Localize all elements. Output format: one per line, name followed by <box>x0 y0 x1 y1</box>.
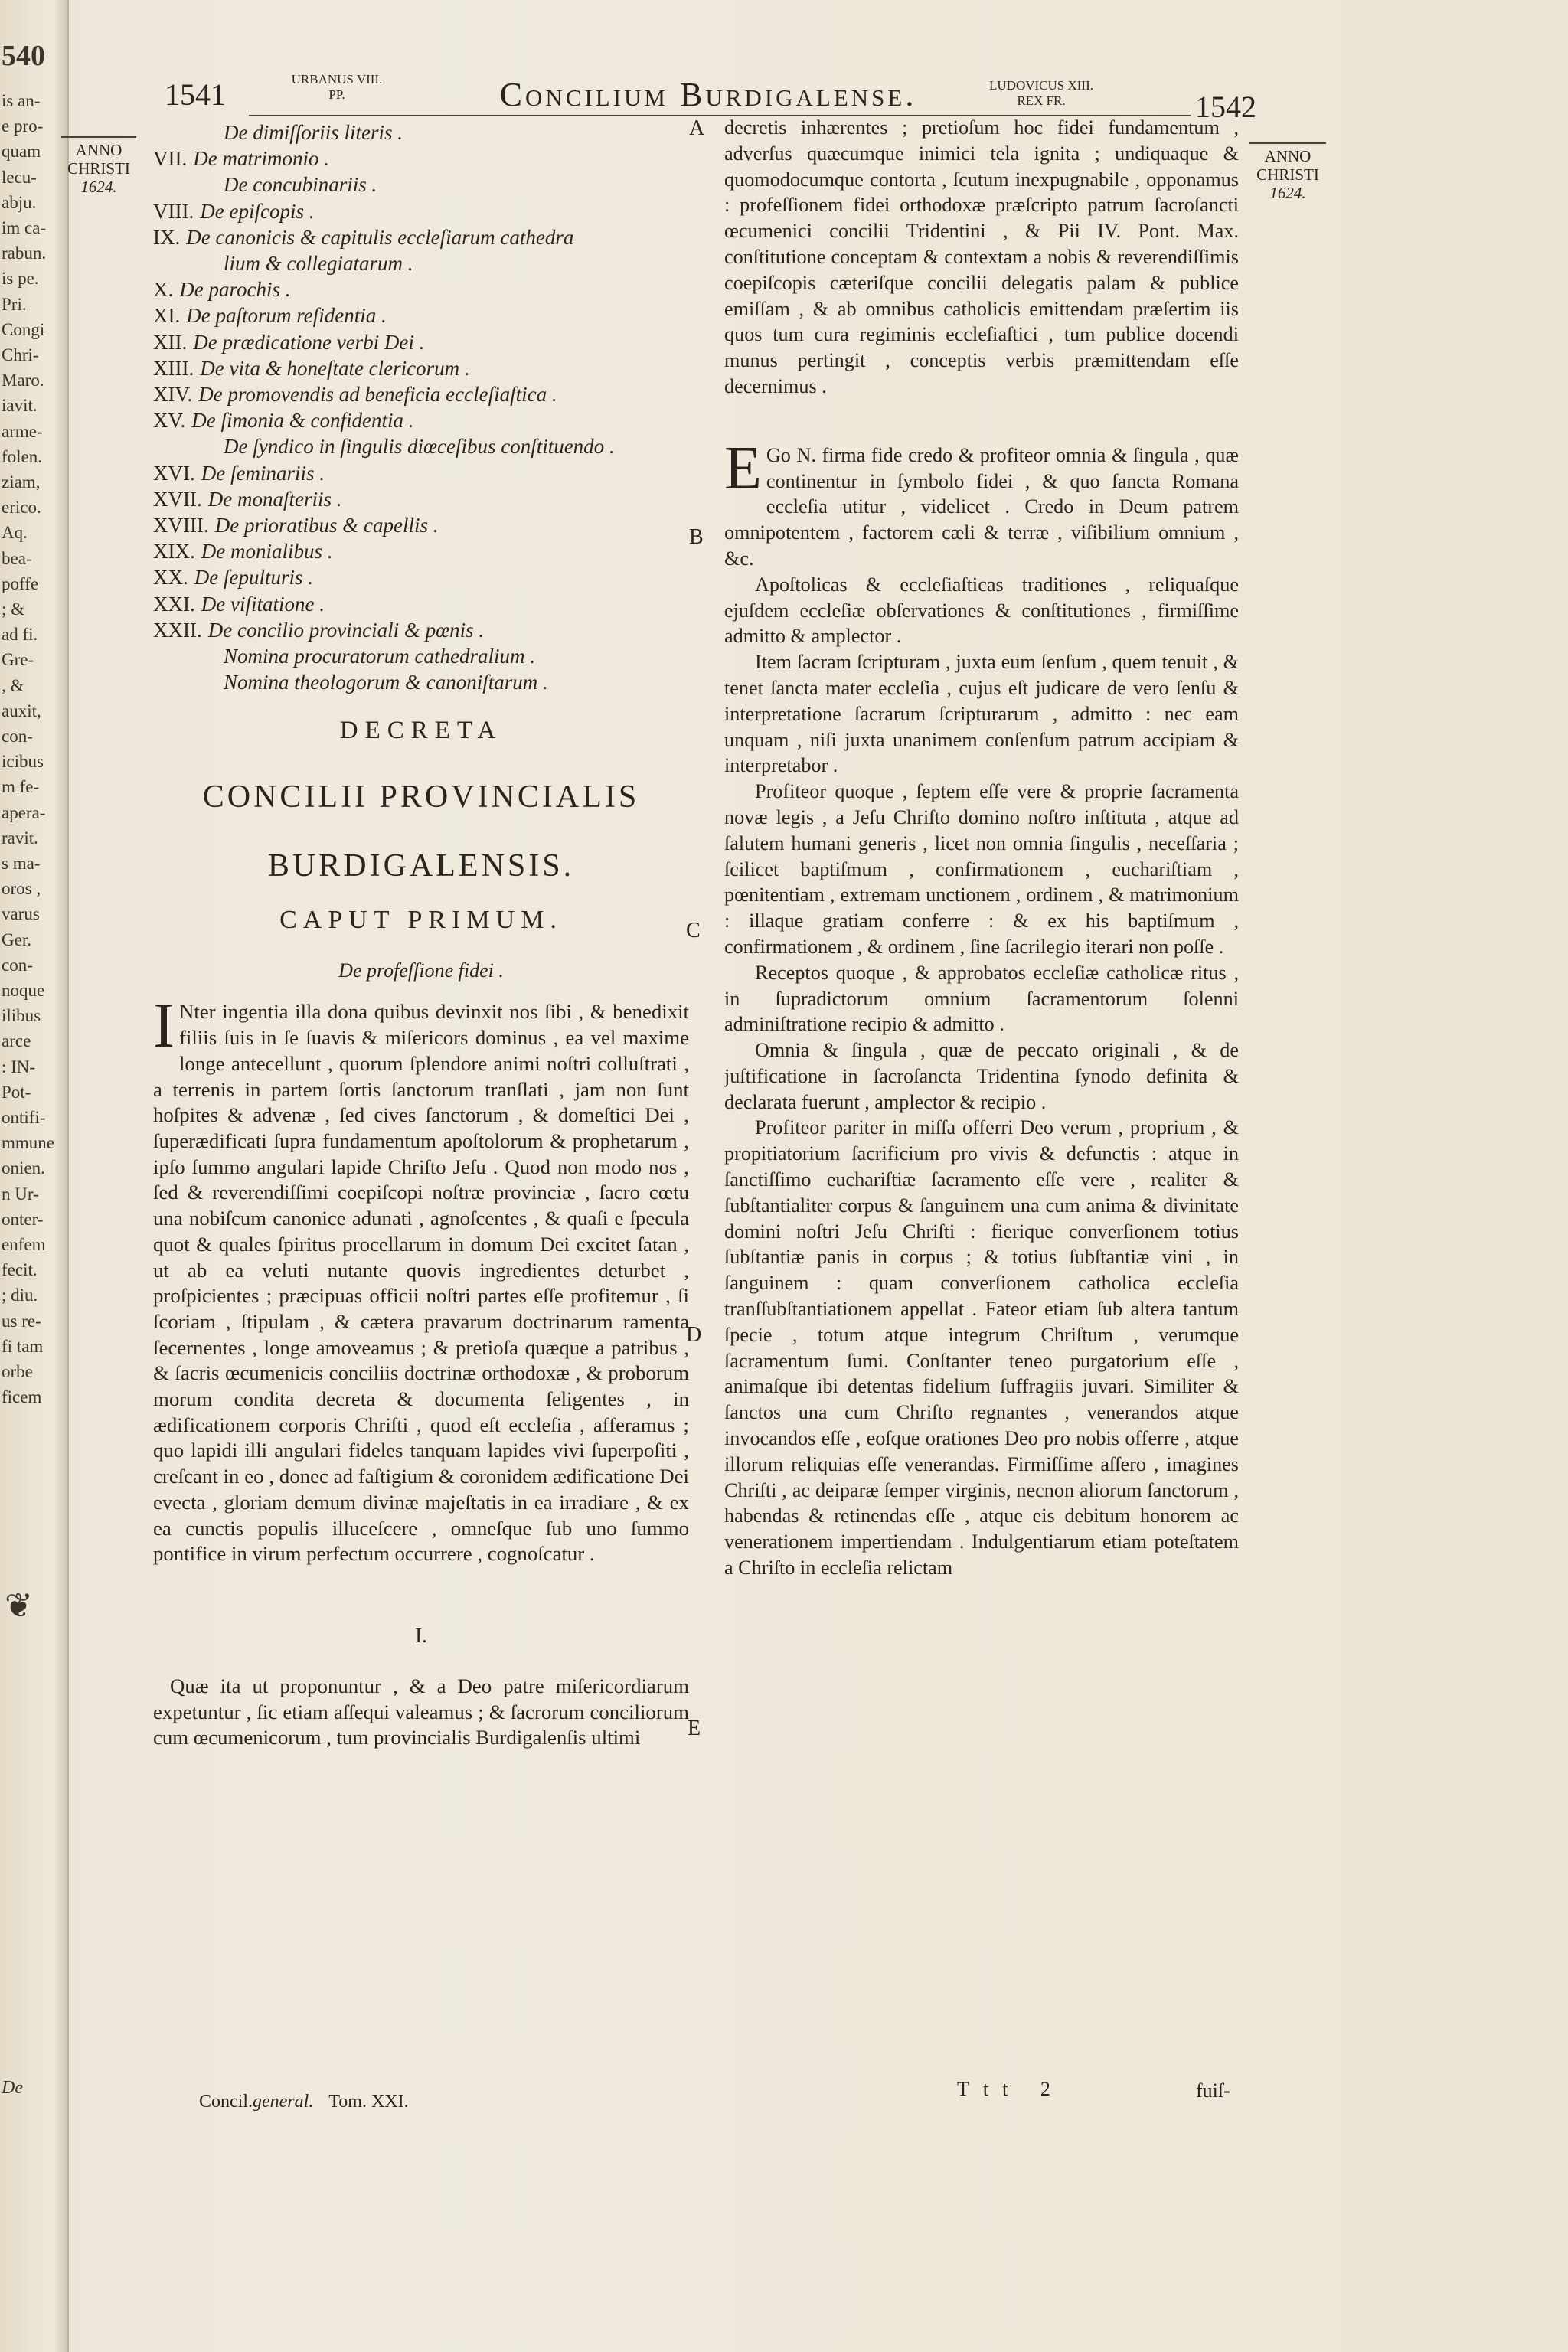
profession-paragraph-text: Go N. firma fide credo & profiteor omnia & ſingula , quæ continentur in ſymbolo fidei , & quo ſancta Romana eccleſia utitur , videlicet . Credo in Deum patrem omnipotentem , factorem cæli & terræ , viſibilium omnium , &c. <box>724 443 1239 570</box>
left-column <box>153 119 689 1751</box>
gutter-line: con- <box>2 955 33 975</box>
toc-row <box>153 538 689 564</box>
toc-row <box>153 355 689 381</box>
right-paragraph-c2: Receptos quoque , & approbatos eccleſiæ catholicæ ritus , in ſupradictorum omnium ſacramentorum ſolenni adminiſtratione recipio & admitto . <box>724 961 1239 1036</box>
toc-row <box>153 302 689 328</box>
right-paragraph-b3: Item ſacram ſcripturam , juxta eum ſenſum , quem tenuit , & tenet ſancta mater eccleſia , cujus eſt judicare de vero ſenſu & interpretatione ſacrarum ſcripturarum , admitto : nec eam unquam , niſi juxta unanimem conſenſum patrum accipiam & interpretabor . <box>724 651 1239 777</box>
concilii-title: CONCILII PROVINCIALIS <box>202 779 640 815</box>
gutter-line: : IN- <box>2 1057 36 1076</box>
toc-row <box>153 617 689 643</box>
gutter-line: mmune <box>2 1133 54 1153</box>
running-title: Concilium Burdigalense. <box>499 76 917 113</box>
toc-number: X. <box>153 278 174 302</box>
gutter-line: icibus <box>2 752 44 772</box>
toc-row <box>153 276 689 302</box>
toc-title: De prædicatione verbi Dei . <box>193 330 425 354</box>
gutter-line: Congi <box>2 319 45 339</box>
toc-title: De ſimonia & confidentia . <box>191 409 414 433</box>
signature-mark: Ttt 2 <box>957 2078 1064 2100</box>
gutter-line: poffe <box>2 573 39 593</box>
section-paragraph <box>153 1674 689 1751</box>
toc-title: De promovendis ad beneficia eccleſiaſtica . <box>198 383 557 407</box>
toc-row <box>153 486 689 512</box>
toc-row <box>153 460 689 486</box>
previous-page-gutter <box>0 0 69 2352</box>
toc-row <box>153 250 689 276</box>
toc-title: De concubinariis . <box>224 173 377 197</box>
gutter-line: n Ur- <box>2 1184 39 1204</box>
toc-number: XIV. <box>153 383 193 407</box>
gutter-line: arce <box>2 1031 31 1051</box>
running-header <box>157 55 1256 124</box>
toc-title: De monialibus . <box>201 540 333 564</box>
gutter-line: Chri- <box>2 345 39 364</box>
gutter-line: is pe. <box>2 269 39 289</box>
king-title: REX FR. <box>1017 93 1066 108</box>
gutter-line: orbe <box>2 1362 33 1381</box>
right-paragraph-a: decretis inhærentes ; pretioſum hoc fidei fundamentum , adverſus quæcumque inimici tela ignita ; undiquaque & quomodocumque contorta , ſcutum inexpugnabile , opponamus : profeſſionem fidei orthodoxæ præſcripto patrum ſacroſancti œcumenici concilii Tridentini , & Pii IV. Pont. Max. conſtitutione conceptam & contextam a nobis & reverendiſſimis coepiſcopis cæteriſque concilii delegatis palam & publice emiſſam , & ab omnibus catholicis emittendam præſertim iis quos tum cura regiminis eccleſiaſtici , tum publice docendi munus pertingit , conceptis verbis præmittendam eſſe decernimus . <box>724 116 1239 397</box>
anno-label: ANNO <box>1264 147 1312 165</box>
page-number-right: 1542 <box>1195 90 1256 124</box>
intro-paragraph <box>153 990 689 1566</box>
gutter-line: lecu- <box>2 167 37 187</box>
gutter-line: apera- <box>2 802 46 822</box>
footer-tome-reference <box>199 2092 409 2112</box>
toc-row <box>153 643 689 669</box>
page-number-left: 1541 <box>165 77 226 112</box>
toc-title: De ſepulturis . <box>194 566 313 590</box>
drop-cap-i: I <box>153 990 175 1062</box>
christi-label: CHRISTI <box>67 159 130 178</box>
gutter-line: varus <box>2 904 40 924</box>
footer-general: general. <box>253 2092 314 2112</box>
gutter-line: Maro. <box>2 371 44 390</box>
toc-number: XVIII. <box>153 514 209 537</box>
right-paragraph-c1: Profiteor quoque , ſeptem eſſe vere & proprie ſacramenta novæ legis , a Jeſu Chriſto domino noſtro inſtituta , atque ad ſalutem humani generis , licet non omnia ſingulis , neceſſaria ; ſcilicet baptiſmum , confirmationem , euchariſtiam , pœnitentiam , extremam unctionem , ordinem , & matrimonium : illaque gratiam conferre : & ex his baptiſmum , confirmationem , & ordinem , ſine ſacrilegio iterari non poſſe . <box>724 780 1239 958</box>
fleuron-ornament-icon: ❦ <box>5 1586 33 1625</box>
gutter-line: Pot- <box>2 1082 31 1102</box>
gutter-line: onien. <box>2 1158 45 1178</box>
gutter-bottom-word: De <box>2 2078 23 2098</box>
toc-number: XXII. <box>153 618 202 642</box>
pope-title: PP. <box>328 87 345 102</box>
gutter-line: m fe- <box>2 777 40 797</box>
burdigalensis-title: BURDIGALENSIS. <box>267 848 575 884</box>
margin-marker-d: D <box>686 1323 702 1347</box>
gutter-line: is an- <box>2 91 41 110</box>
gutter-line: auxit, <box>2 701 41 720</box>
toc-number: XXI. <box>153 592 195 616</box>
gutter-line: noque <box>2 981 45 1000</box>
toc-title: lium & collegiatarum . <box>224 252 413 276</box>
toc-number: XVI. <box>153 461 195 485</box>
gutter-line: Aq. <box>2 523 28 543</box>
gutter-line: ziam, <box>2 472 41 492</box>
toc-title: De dimiſſoriis literis . <box>224 121 403 144</box>
right-paragraph-d2: Profiteor pariter in miſſa offerri Deo verum , proprium , & propitiatorium ſacrificium pro vivis & defunctis : atque in ſanctiſſimo euchariſtiæ ſacramento eſſe vere , realiter & ſubſtantialiter corpus & ſanguinem una cum anima & divinitate domini noſtri Jeſu Chriſti : fierique converſionem totius ſubſtantiæ panis in corpus ; & totius ſubſtantiæ vini , in ſanguinem : quam converſionem catholica eccleſia tranſſubſtantiationem appellat . Fateor etiam ſub altera tantum ſpecie , totum atque integrum Chriſtum , verumque ſacramentum ſumi. Conſtanter teneo purgatorium eſſe , animaſque ibi detentas fidelium ſuffragiis juvari. Similiter & ſanctos una cum Chriſto regnantes , venerandos atque invocandos eſſe , eoſque orationes Deo pro nobis offerre , atque illorum reliquias eſſe venerandas. Firmiſſime aſſero , imagines Chriſti , ac deiparæ ſemper virginis, necnon aliorum ſanctorum , habendas & retinendas eſſe , atque eis debitum honorem ac venerationem impertiendam . Indulgentiarum etiam poteſtatem a Chriſto in eccleſia relictam <box>724 1116 1239 1579</box>
toc-number: XIII. <box>153 356 194 380</box>
gutter-line: ; & <box>2 599 25 619</box>
section-paragraph-text: Quæ ita ut proponuntur , & a Deo patre miſericordiarum expetuntur , ſic etiam aſſequi valeamus ; & ſacrorum conciliorum cum œcumenicorum , tum provincialis Burdigalenſis ultimi <box>153 1674 689 1749</box>
footer-tome: Tom. XXI. <box>328 2092 409 2112</box>
gutter-line: iavit. <box>2 396 38 416</box>
gutter-line: enfem <box>2 1235 46 1254</box>
right-column <box>724 115 1239 1581</box>
pope-heading <box>276 72 398 103</box>
gutter-line: bea- <box>2 548 32 568</box>
profession-paragraph <box>724 434 1239 572</box>
right-paragraph-b2: Apoſtolicas & eccleſiaſticas traditiones , reliquaſque ejuſdem eccleſiæ obſervationes & conſtitutiones , firmiſſime admitto & amplector . <box>724 573 1239 648</box>
toc-title: De canonicis & capitulis eccleſiarum cathedra <box>186 225 574 249</box>
paragraph-gap <box>724 400 1239 443</box>
gutter-line: Pri. <box>2 294 27 314</box>
gutter-line: ad fi. <box>2 625 38 645</box>
gutter-line: abju. <box>2 192 37 212</box>
toc-row <box>153 512 689 538</box>
toc-title: De matrimonio . <box>193 147 329 171</box>
toc-title: De concilio provinciali & pœnis . <box>207 618 485 642</box>
anno-year: 1624. <box>1269 184 1306 202</box>
gutter-line: con- <box>2 727 33 746</box>
king-name: LUDOVICUS XIII. <box>989 78 1093 93</box>
toc-row <box>153 172 689 198</box>
toc-row <box>153 433 689 459</box>
toc-title: De prioratibus & capellis . <box>214 514 439 537</box>
anno-label: ANNO <box>75 141 122 159</box>
toc-number: IX. <box>153 225 181 249</box>
toc-title: Nomina procuratorum cathedralium . <box>224 645 535 668</box>
gutter-line: quam <box>2 142 41 162</box>
toc-row <box>153 564 689 590</box>
christi-label: CHRISTI <box>1256 165 1319 184</box>
gutter-line: us re- <box>2 1311 41 1331</box>
toc-title: De paſtorum reſidentia . <box>186 304 387 328</box>
section-number: I. <box>415 1623 427 1647</box>
toc-number: XVII. <box>153 487 202 511</box>
toc-row <box>153 591 689 617</box>
gutter-line: erico. <box>2 498 41 518</box>
chapter-subtitle: De profeſſione fidei . <box>338 959 504 982</box>
gutter-line: ; diu. <box>2 1285 38 1305</box>
gutter-line: oros , <box>2 879 41 899</box>
toc-number: XI. <box>153 304 181 328</box>
margin-marker-b: B <box>689 525 704 549</box>
toc-number: XII. <box>153 330 188 354</box>
toc-row <box>153 119 689 145</box>
gutter-line: rabun. <box>2 243 47 263</box>
gutter-line: , & <box>2 675 24 695</box>
pope-name: URBANUS VIII. <box>291 72 383 87</box>
gutter-line: Gre- <box>2 650 34 670</box>
catchword: fuiſ- <box>1196 2079 1230 2102</box>
margin-marker-c: C <box>686 919 701 942</box>
gutter-line: fi tam <box>2 1336 44 1356</box>
toc-title: De epiſcopis . <box>200 199 315 223</box>
gutter-line: ficem <box>2 1387 42 1407</box>
toc-number: XV. <box>153 409 186 433</box>
gutter-line: folen. <box>2 446 43 466</box>
gutter-line: arme- <box>2 421 43 441</box>
toc-number: XX. <box>153 566 188 590</box>
right-paragraph-d1: Omnia & ſingula , quæ de peccato originali , & de juſtificatione in ſacroſancta Tridentina ſynodo definita & declarata fuerunt , amplector & recipio . <box>724 1039 1239 1113</box>
king-heading <box>980 78 1102 109</box>
intro-paragraph-text: Nter ingentia illa dona quibus devinxit nos ſibi , & benedixit filiis ſuis in ſe ſuavis & miſericors dominus , ea vel maxime longe antecellunt , quorum ſplendore animi noſtri colluſtrati , a terrenis in partem ſortis ſanctorum tranſlati , jam non ſunt hoſpites & advenæ , ſed cives ſanctorum , & domeſtici Dei , ſuperædificati ſupra fundamentum apoſtolorum & prophetarum , ipſo ſummo angulari lapide Chriſto Jeſu . Quod non modo nos , ſed & reverendiſſimi coepiſcopi noſtræ provinciæ , ſacro cœtu una nobiſcum canonice adunati , agnoſcentes , & quaſi e ſpecula quot & quales ſpiritus procellarum in domum Dei excitet ſatan , ut ab ea veluti nutante quovis ingredientes deturbet , proſpicientes ; præcipuas officii noſtri partes eſſe profitemur , ſi ſcoriam , ſtipulam , & cætera pravarum doctrinarum ramenta ſecernentes , longe amoveamus ; & pretioſa quæque a patribus , & ſacris œcumenicis conciliis doctrinæ orthodoxæ , & proborum morum condita decreta & documenta ſeligentes , in ædificationem corporis Chriſti , quod eſt eccleſia , afferamus ; quo lapidi illi angulari fideles tanquam lapides vivi ſuperpoſiti , creſcant in eo , donec ad faſtigium & coronidem ædificatione Dei evecta , gloriam demum divinæ majeſtatis in ea irradiare , & ex ea cunctis populis illuceſcere , omneſque ſub uno ſummo pontifice in virum perfectum occurrere , cognoſcatur . <box>153 1000 689 1566</box>
toc-title: De ſyndico in ſingulis diœceſibus conſtituendo . <box>224 435 615 459</box>
gutter-page-fragment: 540 <box>2 40 45 72</box>
anno-year: 1624. <box>80 178 117 196</box>
toc-row <box>153 669 689 695</box>
toc-row <box>153 145 689 172</box>
toc-title: De viſitatione . <box>201 592 325 616</box>
toc-row <box>153 224 689 250</box>
toc-title: De ſeminariis . <box>201 461 325 485</box>
anno-christi-left <box>61 136 136 196</box>
toc-title: De parochis . <box>179 278 291 302</box>
gutter-line: im ca- <box>2 218 47 237</box>
margin-marker-e: E <box>688 1717 701 1740</box>
toc-row <box>153 407 689 433</box>
toc-title: De vita & honeſtate clericorum . <box>200 356 470 380</box>
gutter-line: ontifi- <box>2 1108 46 1127</box>
toc-row <box>153 198 689 224</box>
gutter-line: s ma- <box>2 854 41 873</box>
gutter-line: ilibus <box>2 1006 41 1026</box>
gutter-line: ravit. <box>2 828 38 848</box>
gutter-line: Ger. <box>2 929 31 949</box>
drop-cap-e: E <box>724 434 762 502</box>
toc-row <box>153 381 689 407</box>
margin-marker-a: A <box>689 116 705 140</box>
toc-number: VIII. <box>153 199 194 223</box>
chapter-heading: CAPUT PRIMUM. <box>279 906 563 935</box>
gutter-line: e pro- <box>2 116 44 136</box>
toc-row <box>153 329 689 355</box>
anno-christi-right <box>1250 142 1326 202</box>
decreta-title: DECRETA <box>339 717 503 745</box>
toc-title: De monaſteriis . <box>207 487 342 511</box>
toc-number: VII. <box>153 147 188 171</box>
toc-number: XIX. <box>153 540 195 564</box>
toc-title: Nomina theologorum & canoniſtarum . <box>224 671 548 694</box>
gutter-line: onter- <box>2 1209 44 1229</box>
footer-concil: Concil. <box>199 2092 253 2112</box>
gutter-line: fecit. <box>2 1260 38 1280</box>
table-of-contents <box>153 119 689 695</box>
